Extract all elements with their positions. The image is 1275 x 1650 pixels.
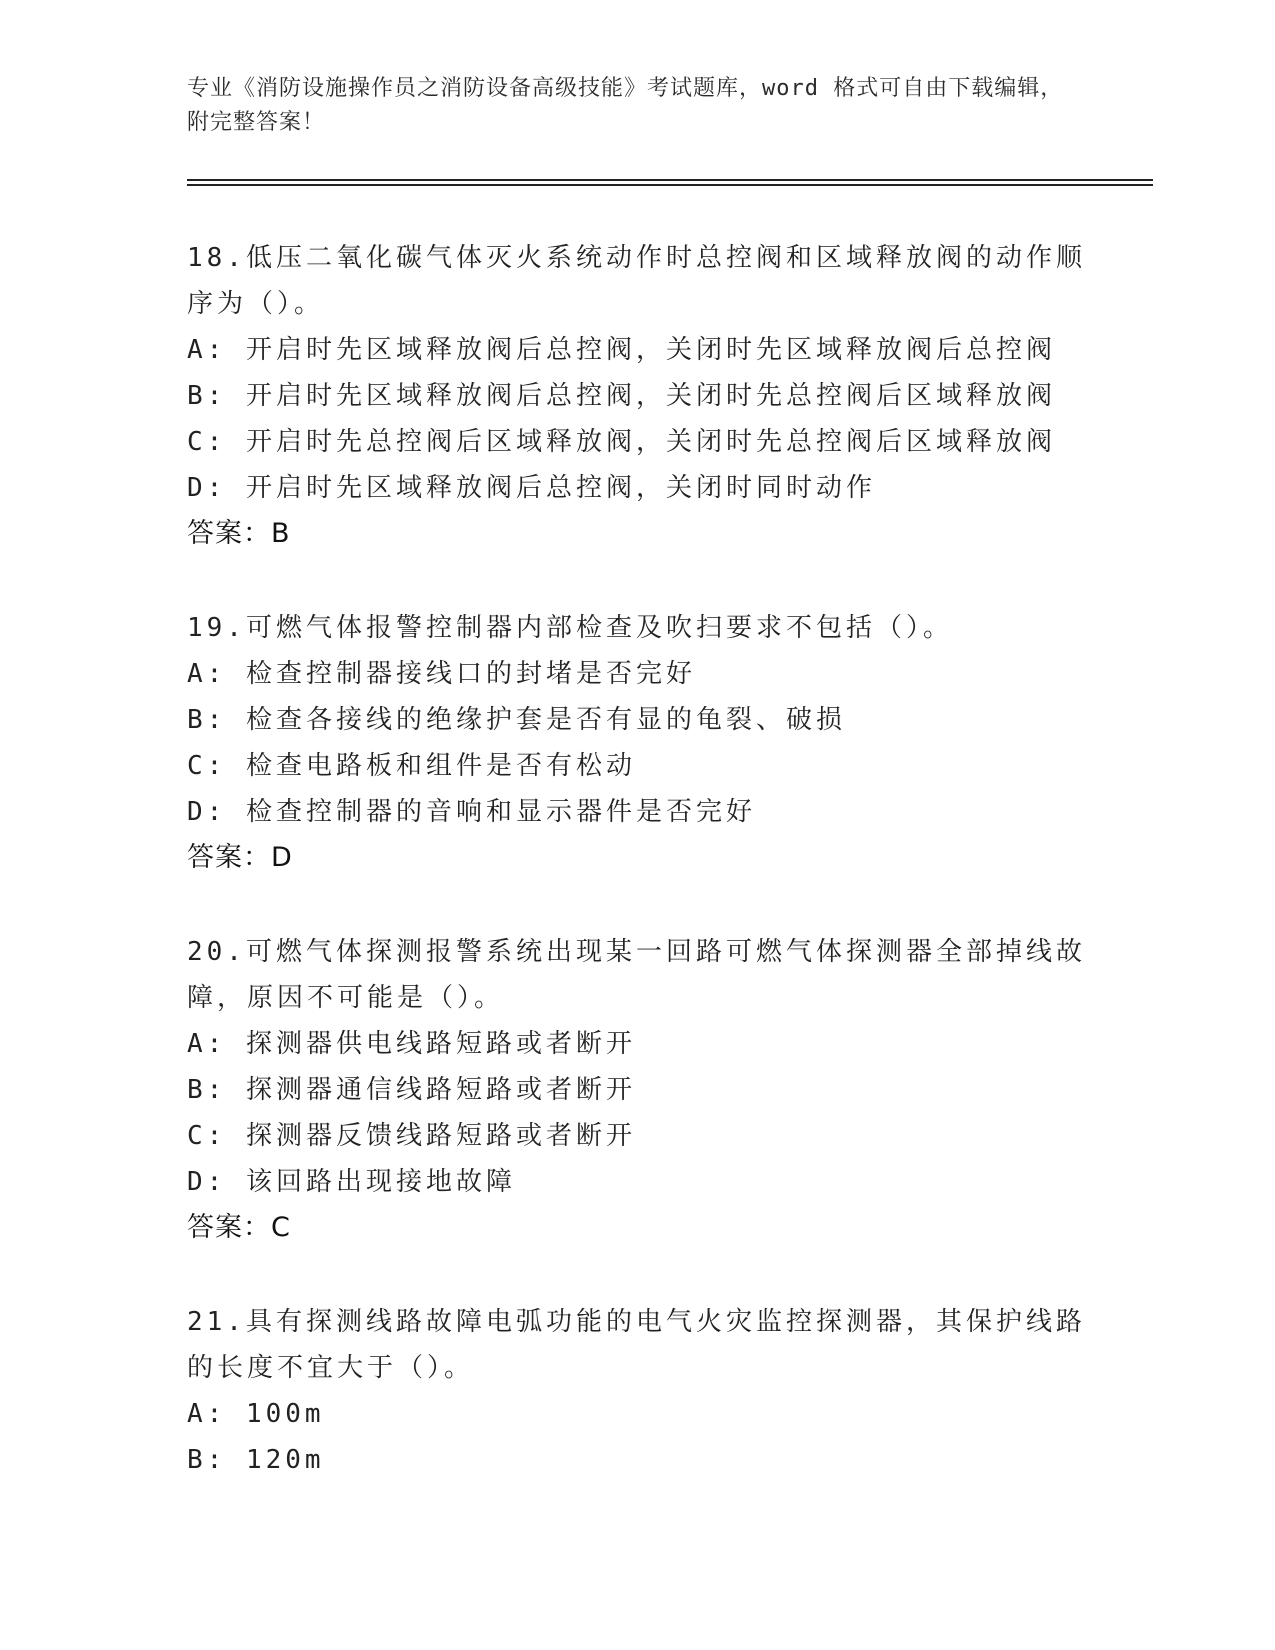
option-b: B: 探测器通信线路短路或者断开: [187, 1075, 636, 1105]
question-item: [187, 1299, 1087, 1483]
header-divider-line-secondary: [187, 184, 1153, 186]
answer-text: 答案：D: [187, 842, 293, 873]
option-a: A: 100m: [187, 1399, 325, 1429]
option-d: D: 该回路出现接地故障: [187, 1167, 516, 1197]
question-list: [187, 235, 1087, 1483]
option-c: C: 检查电路板和组件是否有松动: [187, 751, 636, 781]
option-d: D: 检查控制器的音响和显示器件是否完好: [187, 797, 756, 827]
answer-text: 答案：B: [187, 518, 291, 549]
question-stem: 19.可燃气体报警控制器内部检查及吹扫要求不包括（）。: [187, 613, 953, 643]
question-stem: 18.低压二氧化碳气体灭火系统动作时总控阀和区域释放阀的动作顺序为（）。: [187, 243, 1086, 319]
option-a: A: 检查控制器接线口的封堵是否完好: [187, 659, 696, 689]
document-header: 专业《消防设施操作员之消防设备高级技能》考试题库，word 格式可自由下载编辑，附完整答案！: [187, 76, 1064, 135]
option-a: A: 探测器供电线路短路或者断开: [187, 1029, 636, 1059]
option-a: A: 开启时先区域释放阀后总控阀，关闭时先区域释放阀后总控阀: [187, 335, 1056, 365]
question-stem: 20.可燃气体探测报警系统出现某一回路可燃气体探测器全部掉线故障，原因不可能是（）。: [187, 937, 1086, 1013]
header-divider-line: [187, 179, 1153, 181]
question-item: [187, 929, 1087, 1251]
option-b: B: 开启时先区域释放阀后总控阀，关闭时先总控阀后区域释放阀: [187, 381, 1056, 411]
option-d: D: 开启时先区域释放阀后总控阀，关闭时同时动作: [187, 473, 876, 503]
question-item: [187, 235, 1087, 557]
option-c: C: 开启时先总控阀后区域释放阀，关闭时先总控阀后区域释放阀: [187, 427, 1056, 457]
option-c: C: 探测器反馈线路短路或者断开: [187, 1121, 636, 1151]
option-b: B: 120m: [187, 1445, 325, 1475]
option-b: B: 检查各接线的绝缘护套是否有显的龟裂、破损: [187, 705, 846, 735]
question-item: [187, 605, 1087, 881]
question-stem: 21.具有探测线路故障电弧功能的电气火灾监控探测器，其保护线路的长度不宜大于（）。: [187, 1307, 1086, 1383]
answer-text: 答案：C: [187, 1212, 291, 1243]
